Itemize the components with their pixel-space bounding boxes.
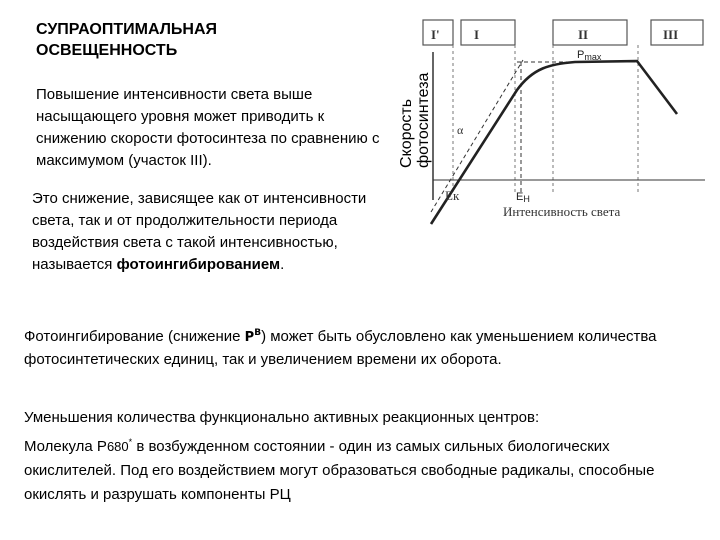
x-axis-label: Интенсивность света bbox=[503, 204, 621, 219]
pb-superscript: B bbox=[254, 328, 262, 338]
paragraph-causes bbox=[24, 322, 704, 371]
alpha-label: α bbox=[457, 123, 464, 137]
paragraph-definition bbox=[32, 188, 402, 276]
region-label-ii: II bbox=[578, 27, 589, 42]
light-curve-diagram bbox=[405, 12, 710, 232]
definition-end: . bbox=[280, 256, 285, 273]
slide-title: СУПРАОПТИМАЛЬНАЯ ОСВЕЩЕННОСТЬ bbox=[36, 21, 218, 59]
pb-symbol: P bbox=[244, 330, 255, 345]
molecule-before: Молекула Р bbox=[24, 438, 107, 455]
pmax-label bbox=[577, 49, 602, 62]
paragraph-reaction-centers bbox=[24, 406, 704, 507]
eh-e: E bbox=[516, 191, 524, 203]
molecule-superscript: * bbox=[128, 437, 133, 447]
ek-label: Eк bbox=[445, 188, 460, 203]
definition-term: фотоингибированием bbox=[116, 256, 281, 273]
eh-sub: H bbox=[523, 194, 530, 204]
eh-label bbox=[516, 191, 530, 204]
reaction-centers-heading: Уменьшения количества функционально активных реакционных центров: bbox=[24, 409, 540, 426]
y-axis-label: Скорость фотосинтеза bbox=[398, 72, 432, 168]
definition-text: Это снижение, зависящее как от интенсивности света, так и от продолжительности периода воздействия света с такой интенсивностью, называется bbox=[32, 190, 367, 273]
pmax-sub: max bbox=[584, 52, 602, 62]
region-label-i-prime: I' bbox=[431, 27, 440, 42]
reaction-centers-text bbox=[24, 430, 704, 507]
causes-after: ) может быть обусловлено как уменьшением количества фотосинтетических единиц, так и увеличением времени их оборота. bbox=[24, 328, 657, 368]
region-label-i: I bbox=[474, 27, 480, 42]
paragraph-intro: Повышение интенсивности света выше насыщающего уровня может приводить к снижению скорости фотосинтеза по сравнению с максимумом (участок III). bbox=[36, 86, 380, 169]
pmax-p: P bbox=[577, 49, 585, 61]
region-label-iii: III bbox=[663, 27, 679, 42]
molecule-after: в возбужденном состоянии - один из самых сильных биологических окислителей. Под его воздействием могут образоваться свободные радикалы, способные окислять и разрушать компоненты РЦ bbox=[24, 438, 655, 503]
region-box-ii bbox=[553, 20, 627, 45]
light-response-curve bbox=[431, 61, 677, 224]
region-box-i bbox=[461, 20, 515, 45]
causes-before: Фотоингибирование (снижение bbox=[24, 328, 245, 345]
molecule-number: 680 bbox=[106, 439, 129, 454]
